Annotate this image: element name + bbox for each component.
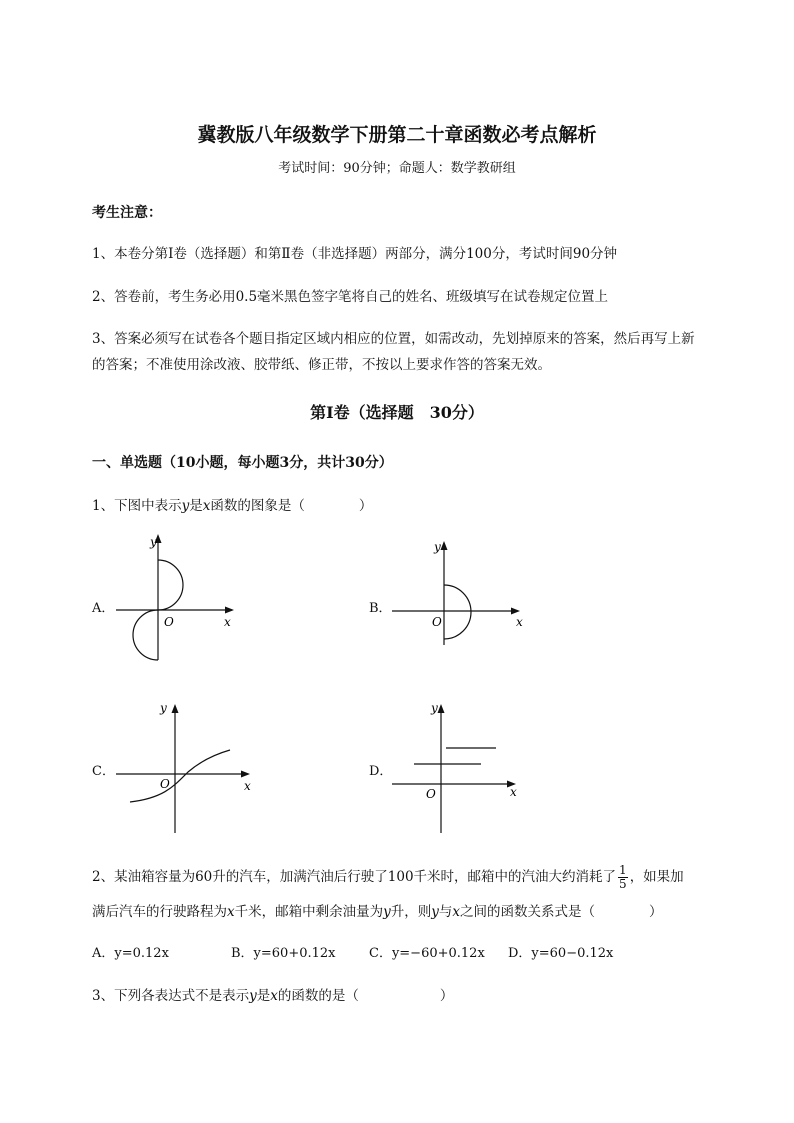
notice-heading: 考生注意： <box>92 205 162 221</box>
choice-b: B．y=60+0.12x <box>231 946 336 961</box>
notice-item-3-line-1: 3、答案必须写在试卷各个题目指定区域内相应的位置，如需改动，先划掉原来的答案，然后再写上新 <box>92 331 695 347</box>
option-d-label: D． <box>369 764 393 779</box>
x-axis-label: x <box>510 785 517 799</box>
fraction-one-fifth: $\frac{1}{5}$ <box>619 863 627 891</box>
page-title: 冀教版八年级数学下册第二十章函数必考点解析 <box>197 124 597 146</box>
choice-d: D．y=60−0.12x <box>508 946 614 961</box>
option-b-label: B． <box>369 601 392 616</box>
exam-subtitle: 考试时间：90分钟；命题人：数学教研组 <box>278 161 516 176</box>
graph-d <box>388 698 528 838</box>
option-c-label: C． <box>92 764 115 779</box>
notice-item-2: 2、答卷前，考生务必用0.5毫米黑色签字笔将自己的姓名、班级填写在试卷规定位置上 <box>92 289 609 305</box>
y-axis-label: y <box>150 535 157 549</box>
graph-b <box>388 535 528 650</box>
choice-a: A．y=0.12x <box>92 946 169 961</box>
question-2-line-2: 满后汽车的行驶路程为x千米，邮箱中剩余油量为y升，则y与x之间的函数关系式是（ ） <box>92 904 663 920</box>
question-2-line-1: 2、某油箱容量为60升的汽车，加满汽油后行驶了100千米时，邮箱中的汽油大约消耗了 $\frac{1}{5}$ ，如果加 <box>92 863 684 891</box>
notice-item-3-line-2: 的答案；不准使用涂改液、胶带纸、修正带，不按以上要求作答的答案无效。 <box>92 357 551 373</box>
question-3: 3、下列各表达式不是表示y是x的函数的是（ ） <box>92 988 454 1004</box>
y-axis-label: y <box>434 540 441 554</box>
option-a-label: A． <box>92 601 115 616</box>
x-axis-label: x <box>224 615 231 629</box>
x-axis-label: x <box>516 615 523 629</box>
origin-label: O <box>432 615 442 629</box>
graph-a <box>112 530 242 665</box>
choice-c: C．y=−60+0.12x <box>369 946 485 961</box>
graph-c <box>112 698 262 838</box>
y-axis-label: y <box>160 701 167 715</box>
section-title: 第Ⅰ卷（选择题 30分） <box>310 403 484 422</box>
x-axis-label: x <box>244 779 251 793</box>
origin-label: O <box>164 615 174 629</box>
y-axis-label: y <box>431 701 438 715</box>
question-1: 1、下图中表示y是x函数的图象是（ ） <box>92 498 373 514</box>
origin-label: O <box>160 777 170 791</box>
part-heading: 一、单选题（10小题，每小题3分，共计30分） <box>92 455 393 471</box>
notice-item-1: 1、本卷分第Ⅰ卷（选择题）和第Ⅱ卷（非选择题）两部分，满分100分，考试时间90分钟 <box>92 246 618 262</box>
origin-label: O <box>426 787 436 801</box>
